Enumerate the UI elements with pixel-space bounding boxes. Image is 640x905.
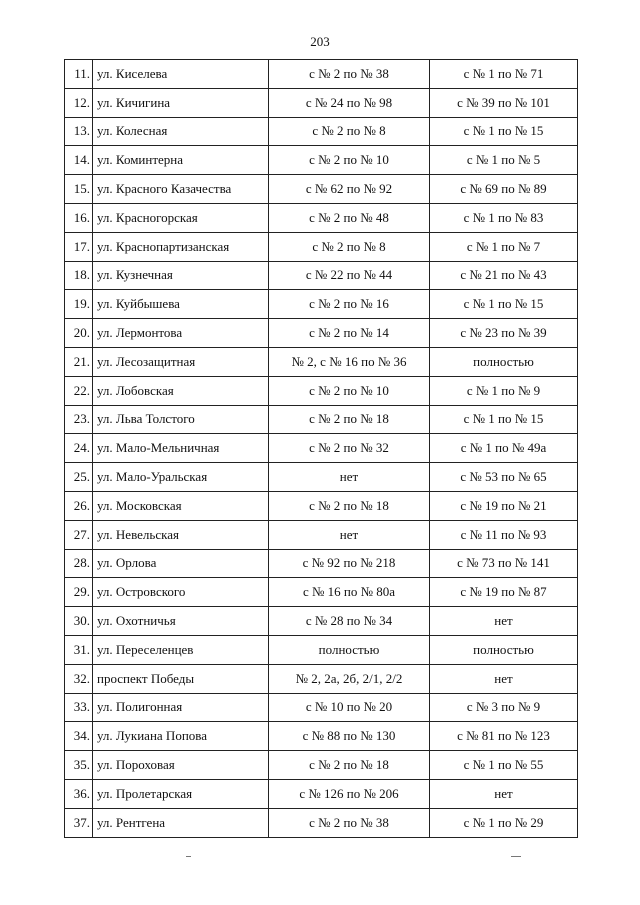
row-number: 30.: [65, 607, 93, 636]
odd-houses: полностью: [430, 347, 578, 376]
odd-houses: с № 73 по № 141: [430, 549, 578, 578]
odd-houses: с № 1 по № 15: [430, 290, 578, 319]
even-houses: нет: [269, 463, 430, 492]
table-row: [65, 664, 578, 693]
table-row: [65, 60, 578, 89]
odd-houses: с № 1 по № 15: [430, 405, 578, 434]
even-houses: с № 2 по № 10: [269, 376, 430, 405]
streets-table-body: [65, 60, 578, 838]
odd-houses: с № 81 по № 123: [430, 722, 578, 751]
table-row: [65, 146, 578, 175]
street-name: ул. Орлова: [93, 549, 269, 578]
table-row: [65, 520, 578, 549]
row-number: 17.: [65, 232, 93, 261]
street-name: ул. Кузнечная: [93, 261, 269, 290]
even-houses: № 2, 2а, 2б, 2/1, 2/2: [269, 664, 430, 693]
odd-houses: с № 1 по № 5: [430, 146, 578, 175]
street-name: ул. Колесная: [93, 117, 269, 146]
row-number: 11.: [65, 60, 93, 89]
table-row: [65, 290, 578, 319]
even-houses: с № 2 по № 16: [269, 290, 430, 319]
row-number: 22.: [65, 376, 93, 405]
even-houses: с № 88 по № 130: [269, 722, 430, 751]
table-row: [65, 607, 578, 636]
even-houses: нет: [269, 520, 430, 549]
row-number: 25.: [65, 463, 93, 492]
row-number: 19.: [65, 290, 93, 319]
table-row: [65, 203, 578, 232]
table-row: [65, 693, 578, 722]
odd-houses: с № 53 по № 65: [430, 463, 578, 492]
table-row: [65, 549, 578, 578]
street-name: ул. Лермонтова: [93, 319, 269, 348]
odd-houses: с № 3 по № 9: [430, 693, 578, 722]
odd-houses: с № 1 по № 7: [430, 232, 578, 261]
row-number: 23.: [65, 405, 93, 434]
table-row: [65, 88, 578, 117]
row-number: 14.: [65, 146, 93, 175]
even-houses: с № 92 по № 218: [269, 549, 430, 578]
table-row: [65, 491, 578, 520]
street-name: ул. Московская: [93, 491, 269, 520]
row-number: 12.: [65, 88, 93, 117]
row-number: 36.: [65, 779, 93, 808]
street-name: ул. Куйбышева: [93, 290, 269, 319]
odd-houses: с № 19 по № 87: [430, 578, 578, 607]
row-number: 21.: [65, 347, 93, 376]
street-name: ул. Лесозащитная: [93, 347, 269, 376]
table-row: [65, 751, 578, 780]
row-number: 20.: [65, 319, 93, 348]
odd-houses: полностью: [430, 635, 578, 664]
even-houses: с № 10 по № 20: [269, 693, 430, 722]
row-number: 37.: [65, 808, 93, 837]
street-name: ул. Мало-Уральская: [93, 463, 269, 492]
even-houses: с № 16 по № 80а: [269, 578, 430, 607]
odd-houses: с № 1 по № 9: [430, 376, 578, 405]
odd-houses: с № 1 по № 49а: [430, 434, 578, 463]
table-row: [65, 635, 578, 664]
even-houses: с № 2 по № 38: [269, 60, 430, 89]
table-row: [65, 578, 578, 607]
street-name: ул. Красного Казачества: [93, 175, 269, 204]
row-number: 16.: [65, 203, 93, 232]
even-houses: с № 126 по № 206: [269, 779, 430, 808]
street-name: ул. Пролетарская: [93, 779, 269, 808]
odd-houses: с № 19 по № 21: [430, 491, 578, 520]
table-row: [65, 463, 578, 492]
even-houses: с № 2 по № 10: [269, 146, 430, 175]
even-houses: с № 22 по № 44: [269, 261, 430, 290]
row-number: 28.: [65, 549, 93, 578]
odd-houses: с № 21 по № 43: [430, 261, 578, 290]
odd-houses: нет: [430, 664, 578, 693]
street-name: ул. Полигонная: [93, 693, 269, 722]
street-name: ул. Невельская: [93, 520, 269, 549]
row-number: 35.: [65, 751, 93, 780]
street-name: проспект Победы: [93, 664, 269, 693]
odd-houses: с № 1 по № 15: [430, 117, 578, 146]
even-houses: с № 2 по № 8: [269, 232, 430, 261]
street-name: ул. Красногорская: [93, 203, 269, 232]
odd-houses: с № 69 по № 89: [430, 175, 578, 204]
table-row: [65, 376, 578, 405]
even-houses: с № 28 по № 34: [269, 607, 430, 636]
row-number: 31.: [65, 635, 93, 664]
street-name: ул. Пороховая: [93, 751, 269, 780]
table-row: [65, 347, 578, 376]
row-number: 26.: [65, 491, 93, 520]
row-number: 27.: [65, 520, 93, 549]
row-number: 32.: [65, 664, 93, 693]
row-number: 33.: [65, 693, 93, 722]
scan-mark: [186, 856, 191, 857]
even-houses: № 2, с № 16 по № 36: [269, 347, 430, 376]
odd-houses: нет: [430, 607, 578, 636]
street-name: ул. Островского: [93, 578, 269, 607]
row-number: 24.: [65, 434, 93, 463]
table-row: [65, 261, 578, 290]
even-houses: с № 62 по № 92: [269, 175, 430, 204]
even-houses: с № 2 по № 18: [269, 405, 430, 434]
street-name: ул. Краснопартизанская: [93, 232, 269, 261]
table-row: [65, 319, 578, 348]
streets-table: [64, 59, 578, 838]
odd-houses: с № 1 по № 83: [430, 203, 578, 232]
even-houses: с № 2 по № 8: [269, 117, 430, 146]
odd-houses: с № 1 по № 71: [430, 60, 578, 89]
even-houses: с № 2 по № 32: [269, 434, 430, 463]
street-name: ул. Рентгена: [93, 808, 269, 837]
even-houses: с № 24 по № 98: [269, 88, 430, 117]
page-number: 203: [310, 34, 330, 49]
table-row: [65, 175, 578, 204]
table-row: [65, 117, 578, 146]
even-houses: с № 2 по № 14: [269, 319, 430, 348]
row-number: 34.: [65, 722, 93, 751]
street-name: ул. Лобовская: [93, 376, 269, 405]
even-houses: с № 2 по № 38: [269, 808, 430, 837]
table-row: [65, 808, 578, 837]
street-name: ул. Коминтерна: [93, 146, 269, 175]
even-houses: с № 2 по № 48: [269, 203, 430, 232]
table-row: [65, 405, 578, 434]
odd-houses: с № 39 по № 101: [430, 88, 578, 117]
table-row: [65, 779, 578, 808]
street-name: ул. Киселева: [93, 60, 269, 89]
table-row: [65, 722, 578, 751]
street-name: ул. Охотничья: [93, 607, 269, 636]
row-number: 29.: [65, 578, 93, 607]
odd-houses: с № 1 по № 55: [430, 751, 578, 780]
table-row: [65, 434, 578, 463]
street-name: ул. Лукиана Попова: [93, 722, 269, 751]
even-houses: с № 2 по № 18: [269, 491, 430, 520]
even-houses: полностью: [269, 635, 430, 664]
row-number: 18.: [65, 261, 93, 290]
even-houses: с № 2 по № 18: [269, 751, 430, 780]
row-number: 15.: [65, 175, 93, 204]
table-row: [65, 232, 578, 261]
row-number: 13.: [65, 117, 93, 146]
odd-houses: нет: [430, 779, 578, 808]
odd-houses: с № 23 по № 39: [430, 319, 578, 348]
scan-mark: [511, 856, 521, 857]
street-name: ул. Льва Толстого: [93, 405, 269, 434]
street-name: ул. Кичигина: [93, 88, 269, 117]
odd-houses: с № 1 по № 29: [430, 808, 578, 837]
street-name: ул. Мало-Мельничная: [93, 434, 269, 463]
odd-houses: с № 11 по № 93: [430, 520, 578, 549]
street-name: ул. Переселенцев: [93, 635, 269, 664]
